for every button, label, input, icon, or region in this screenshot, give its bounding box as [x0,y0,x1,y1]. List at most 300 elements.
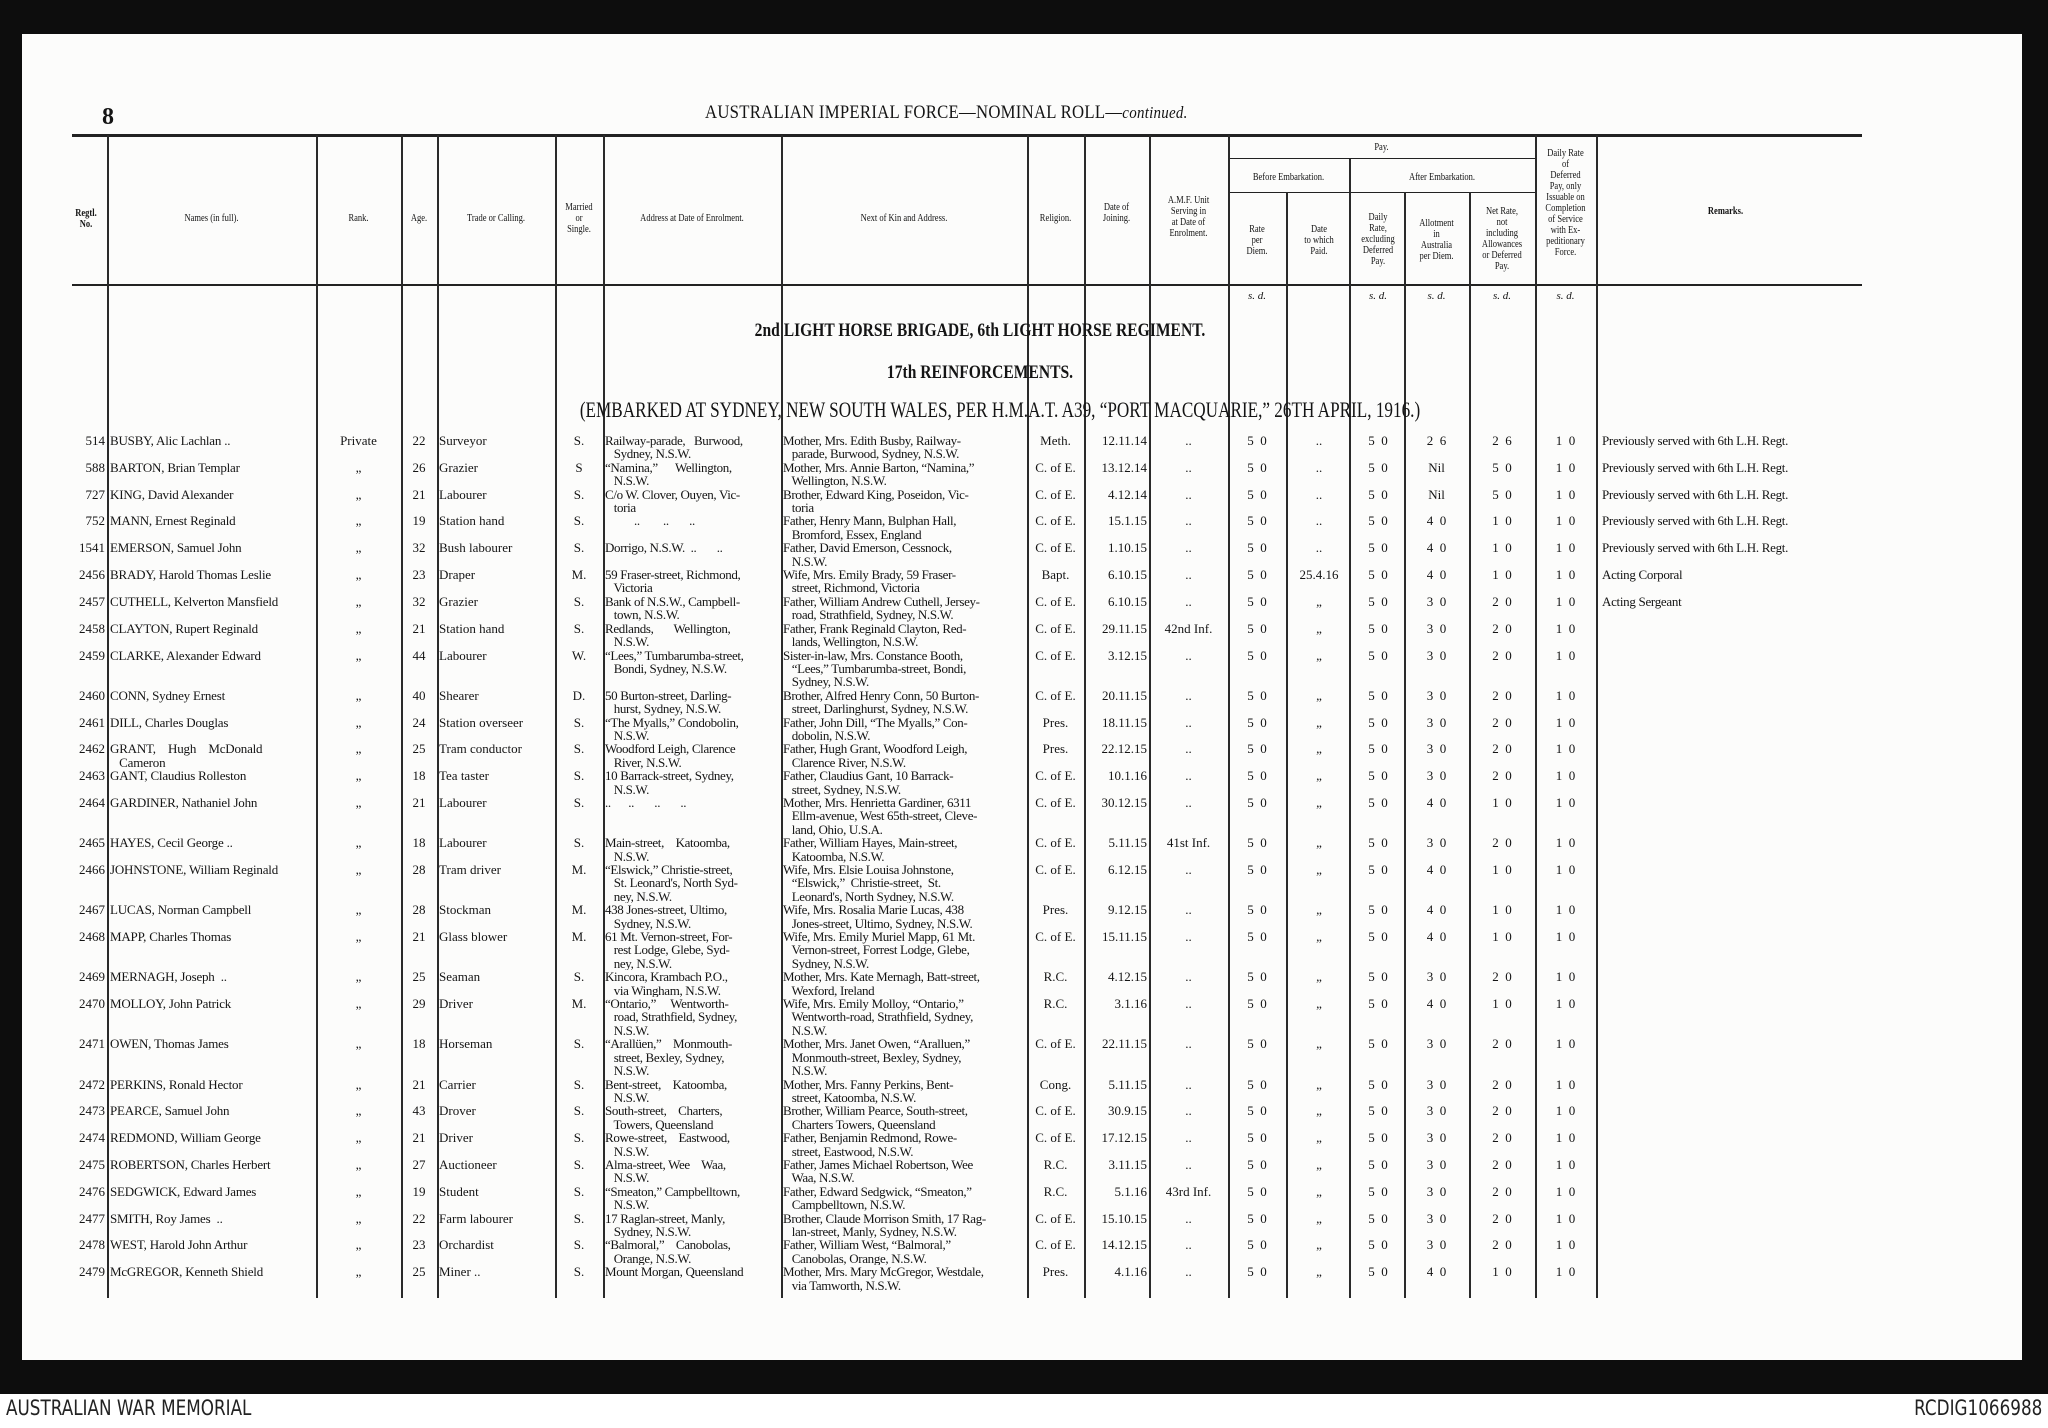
date-paid-cell: „ [1316,594,1322,609]
marital-status-cell: M. [571,863,587,877]
age-cell: 19 [412,514,426,529]
name-cell: CLARKE, Alexander Edward [110,648,261,663]
unit-sd: s. d. [1247,290,1267,302]
table-row [60,488,1860,515]
rank-cell: „ [355,1184,362,1199]
name-cell: GARDINER, Nathaniel John [110,795,258,810]
date-paid-cell: .. [1315,460,1323,475]
net-rate-cell: 2 0 [1492,1104,1512,1119]
regtl-no-cell: 2471 [79,1037,105,1052]
amf-unit-cell: .. [1185,648,1192,663]
trade-cell: Station hand [439,621,505,636]
next-of-kin-cell: Wife, Mrs. Elsie Louisa Johnstone, “Elswick,” Christie-street, St. Leonard's, North Sydney, N.S.W. [783,863,954,904]
date-joined-cell: 15.11.15 [1101,930,1147,945]
rate-per-diem-cell: 5 0 [1247,1104,1267,1119]
rank-cell: „ [355,621,362,636]
age-cell: 26 [412,460,426,475]
next-of-kin-cell: Father, William Andrew Cuthell, Jersey- road, Strathfield, Sydney, N.S.W. [783,594,980,622]
religion-cell: C. of E. [1035,514,1076,529]
date-paid-cell: „ [1316,903,1322,918]
regtl-no-cell: 2479 [79,1265,105,1280]
net-rate-cell: 2 0 [1492,648,1512,663]
marital-status-cell: S. [573,1211,585,1226]
rate-per-diem-cell: 5 0 [1247,434,1267,448]
marital-status-cell: S. [573,836,585,851]
footer-document-id: RCDIG1066988 [1913,1396,2042,1420]
date-paid-cell: „ [1316,795,1322,810]
rate-per-diem-cell: 5 0 [1247,1131,1267,1146]
allotment-cell: 3 0 [1426,970,1447,985]
unit-sd: s. d. [1492,290,1512,302]
religion-cell: C. of E. [1035,460,1076,475]
rate-per-diem-cell: 5 0 [1247,836,1267,851]
table-row [60,1131,1860,1158]
age-cell: 22 [412,1211,426,1226]
date-paid-cell: „ [1316,836,1322,851]
trade-cell: Shearer [439,688,479,703]
date-joined-cell: 3.1.16 [1114,997,1147,1012]
name-cell: REDMOND, William George [110,1131,261,1146]
table-row [60,930,1860,970]
religion-cell: C. of E. [1035,795,1076,810]
rank-cell: „ [355,795,362,810]
address-cell: “Ontario,” Wentworth- road, Strathfield, Sydney, N.S.W. [605,997,737,1038]
trade-cell: Labourer [439,648,487,663]
rank-cell: Private [340,434,377,448]
regtl-no-cell: 2458 [79,621,105,636]
regtl-no-cell: 2476 [79,1184,105,1199]
deferred-pay-cell: 1 0 [1555,1184,1576,1199]
amf-unit-cell: .. [1185,795,1192,810]
address-cell: Bank of N.S.W., Campbell- town, N.S.W. [605,594,740,622]
marital-status-cell: S. [573,1104,585,1119]
table-row [60,769,1860,796]
marital-status-cell: S. [573,1077,585,1092]
date-joined-cell: 6.12.15 [1108,863,1147,877]
remarks-cell [1596,1185,1855,1212]
remarks-cell [1596,649,1855,689]
daily-rate-cell: 5 0 [1368,1265,1388,1280]
rank-cell: „ [355,863,362,877]
header-rate-per-diem: Rate per Diem. [1246,224,1268,257]
date-joined-cell: 18.11.15 [1101,715,1147,730]
pay-rule [1228,158,1535,159]
next-of-kin-cell: Wife, Mrs. Rosalia Marie Lucas, 438 Jones-street, Ultimo, Sydney, N.S.W. [783,903,973,931]
age-cell: 32 [412,594,426,609]
date-paid-cell: „ [1316,1077,1322,1092]
rate-per-diem-cell: 5 0 [1247,541,1267,556]
header-date-joining: Date of Joining. [1102,202,1131,224]
remarks-cell [1596,742,1855,769]
name-cell: PERKINS, Ronald Hector [110,1077,243,1092]
age-cell: 21 [412,1077,426,1092]
date-joined-cell: 9.12.15 [1108,903,1147,918]
next-of-kin-cell: Mother, Mrs. Fanny Perkins, Bent- street, Katoomba, N.S.W. [783,1077,954,1105]
date-paid-cell: „ [1316,1104,1322,1119]
date-joined-cell: 3.11.15 [1108,1157,1147,1172]
rate-per-diem-cell: 5 0 [1247,568,1267,583]
amf-unit-cell: .. [1185,1211,1192,1226]
header-trade: Trade or Calling. [466,213,526,224]
net-rate-cell: 1 0 [1492,1265,1512,1280]
deferred-pay-cell: 1 0 [1555,930,1576,945]
daily-rate-cell: 5 0 [1368,970,1388,985]
amf-unit-cell: .. [1185,997,1192,1012]
next-of-kin-cell: Father, Edward Sedgwick, “Smeaton,” Campbelltown, N.S.W. [783,1184,972,1212]
date-joined-cell: 6.10.15 [1108,594,1147,609]
allotment-cell: 3 0 [1426,594,1447,609]
address-cell: Rowe-street, Eastwood, N.S.W. [605,1131,730,1158]
date-paid-cell: „ [1316,715,1322,730]
trade-cell: Driver [439,1131,473,1146]
trade-cell: Seaman [439,970,481,985]
deferred-pay-cell: 1 0 [1555,541,1576,556]
net-rate-cell: 1 0 [1492,795,1512,810]
daily-rate-cell: 5 0 [1368,568,1388,583]
age-cell: 25 [412,1265,426,1280]
net-rate-cell: 1 0 [1492,568,1512,583]
deferred-pay-cell: 1 0 [1555,621,1576,636]
date-joined-cell: 4.1.16 [1114,1265,1147,1280]
regtl-no-cell: 2457 [79,594,105,609]
rate-per-diem-cell: 5 0 [1247,648,1267,663]
remarks-cell [1596,930,1855,970]
rank-cell: „ [355,688,362,703]
marital-status-cell: S. [573,487,585,502]
table-row [60,1037,1860,1077]
remarks-cell: Previously served with 6th L.H. Regt. [1602,487,1789,502]
section-brigade-title: 2nd LIGHT HORSE BRIGADE, 6th LIGHT HORSE REGIMENT. [754,320,1206,341]
table-row [60,568,1860,595]
amf-unit-cell: .. [1185,769,1192,784]
trade-cell: Grazier [439,594,478,609]
rate-per-diem-cell: 5 0 [1247,1037,1267,1052]
regtl-no-cell: 2468 [79,930,105,945]
regtl-no-cell: 2477 [79,1211,105,1226]
allotment-cell: 3 0 [1426,648,1447,663]
marital-status-cell: S. [573,769,585,784]
table-row [60,1265,1860,1292]
date-paid-cell: „ [1316,1131,1322,1146]
table-row [60,1158,1860,1185]
next-of-kin-cell: Father, Henry Mann, Bulphan Hall, Bromford, Essex, England [783,514,957,542]
age-cell: 21 [412,621,426,636]
trade-cell: Driver [439,997,473,1012]
next-of-kin-cell: Father, Frank Reginald Clayton, Red- lands, Wellington, N.S.W. [783,621,967,649]
religion-cell: C. of E. [1035,648,1076,663]
allotment-cell: 3 0 [1426,836,1447,851]
trade-cell: Carrier [439,1077,476,1092]
address-cell: Dorrigo, N.S.W. .. .. [605,541,723,556]
amf-unit-cell: .. [1185,514,1192,529]
next-of-kin-cell: Brother, Edward King, Poseidon, Vic- toria [783,487,969,515]
net-rate-cell: 2 0 [1492,769,1512,784]
next-of-kin-cell: Wife, Mrs. Emily Molloy, “Ontario,” Wentworth-road, Strathfield, Sydney, N.S.W. [783,997,974,1038]
table-row [60,649,1860,689]
daily-rate-cell: 5 0 [1368,863,1388,877]
regtl-no-cell: 2467 [79,903,105,918]
address-cell: Mount Morgan, Queensland [605,1265,744,1280]
religion-cell: C. of E. [1035,1211,1076,1226]
marital-status-cell: S. [573,1131,585,1146]
deferred-pay-cell: 1 0 [1555,460,1576,475]
name-cell: CUTHELL, Kelverton Mansfield [110,594,279,609]
date-paid-cell: „ [1316,1157,1322,1172]
amf-unit-cell: .. [1185,1265,1192,1280]
marital-status-cell: S. [573,1157,585,1172]
trade-cell: Station hand [439,514,505,529]
remarks-cell: Previously served with 6th L.H. Regt. [1602,541,1789,556]
header-after-embarkation: After Embarkation. [1408,172,1476,183]
rank-cell: „ [355,1131,362,1146]
remarks-cell [1596,1078,1855,1105]
header-bottom-rule [72,284,1862,286]
trade-cell: Student [439,1184,479,1199]
rate-per-diem-cell: 5 0 [1247,514,1267,529]
deferred-pay-cell: 1 0 [1555,742,1576,757]
address-cell: Redlands, Wellington, N.S.W. [605,621,731,649]
age-cell: 44 [412,648,426,663]
address-cell: 50 Burton-street, Darling- hurst, Sydney, N.S.W. [605,688,732,716]
trade-cell: Labourer [439,836,487,851]
table-row [60,716,1860,743]
remarks-cell [1596,1037,1855,1077]
name-cell: OWEN, Thomas James [110,1037,229,1052]
address-cell: Kincora, Krambach P.O., via Wingham, N.S.W. [605,970,728,998]
rank-cell: „ [355,903,362,918]
amf-unit-cell: 43rd Inf. [1165,1184,1212,1199]
date-joined-cell: 5.11.15 [1108,836,1147,851]
header-age: Age. [410,213,428,224]
trade-cell: Tram driver [439,863,501,877]
daily-rate-cell: 5 0 [1368,715,1388,730]
remarks-cell: Previously served with 6th L.H. Regt. [1602,514,1789,529]
regtl-no-cell: 2469 [79,970,105,985]
name-cell: CLAYTON, Rupert Reginald [110,621,258,636]
header-rank: Rank. [348,213,369,224]
age-cell: 25 [412,970,426,985]
allotment-cell: 3 0 [1426,688,1447,703]
religion-cell: C. of E. [1035,769,1076,784]
trade-cell: Draper [439,568,476,583]
date-paid-cell: „ [1316,1265,1322,1280]
name-cell: PEARCE, Samuel John [110,1104,230,1119]
rank-cell: „ [355,1265,362,1280]
amf-unit-cell: .. [1185,1238,1192,1253]
trade-cell: Stockman [439,903,491,918]
net-rate-cell: 2 0 [1492,1037,1512,1052]
amf-unit-cell: .. [1185,568,1192,583]
next-of-kin-cell: Wife, Mrs. Emily Muriel Mapp, 61 Mt. Vernon-street, Forrest Lodge, Glebe, Sydney, N.S.W. [783,930,975,971]
daily-rate-cell: 5 0 [1368,1131,1388,1146]
address-cell: .. .. .. [605,514,695,529]
rank-cell: „ [355,541,362,556]
table-row [60,595,1860,622]
rate-per-diem-cell: 5 0 [1247,970,1267,985]
name-cell: LUCAS, Norman Campbell [110,903,252,918]
religion-cell: Pres. [1042,903,1069,918]
date-joined-cell: 14.12.15 [1101,1238,1147,1253]
rate-per-diem-cell: 5 0 [1247,1184,1267,1199]
table-row [60,541,1860,568]
next-of-kin-cell: Wife, Mrs. Emily Brady, 59 Fraser- street, Richmond, Victoria [783,568,956,595]
rank-cell: „ [355,460,362,475]
rank-cell: „ [355,1211,362,1226]
age-cell: 21 [412,487,426,502]
table-row [60,434,1860,461]
next-of-kin-cell: Father, David Emerson, Cessnock, N.S.W. [783,541,952,569]
date-paid-cell: „ [1316,648,1322,663]
marital-status-cell: S. [573,1037,585,1052]
regtl-no-cell: 2464 [79,795,105,810]
date-paid-cell: „ [1316,742,1322,757]
remarks-cell [1596,903,1855,930]
deferred-pay-cell: 1 0 [1555,434,1576,448]
address-cell: South-street, Charters, Towers, Queensland [605,1104,723,1132]
header-address: Address at Date of Enrolment. [640,213,744,224]
date-paid-cell: „ [1316,688,1322,703]
address-cell: 10 Barrack-street, Sydney, N.S.W. [605,769,734,796]
header-names: Names (in full). [184,213,239,224]
amf-unit-cell: .. [1185,688,1192,703]
marital-status-cell: S. [573,1184,585,1199]
marital-status-cell: S. [573,621,585,636]
rank-cell: „ [355,594,362,609]
date-joined-cell: 5.11.15 [1108,1077,1147,1092]
date-joined-cell: 3.12.15 [1108,648,1147,663]
marital-status-cell: S. [573,795,585,810]
age-cell: 21 [412,1131,426,1146]
rate-per-diem-cell: 5 0 [1247,795,1267,810]
date-paid-cell: „ [1316,930,1322,945]
allotment-cell: 3 0 [1426,769,1447,784]
table-row [60,1238,1860,1265]
regtl-no-cell: 2474 [79,1131,105,1146]
daily-rate-cell: 5 0 [1368,1238,1388,1253]
rank-cell: „ [355,997,362,1012]
document-title [705,102,1198,124]
amf-unit-cell: .. [1185,487,1192,502]
daily-rate-cell: 5 0 [1368,1211,1388,1226]
religion-cell: Meth. [1040,434,1071,448]
daily-rate-cell: 5 0 [1368,930,1388,945]
net-rate-cell: 2 0 [1492,970,1512,985]
amf-unit-cell: .. [1185,970,1192,985]
net-rate-cell: 1 0 [1492,930,1512,945]
daily-rate-cell: 5 0 [1368,903,1388,918]
next-of-kin-cell: Mother, Mrs. Kate Mernagh, Batt-street, Wexford, Ireland [783,970,980,998]
deferred-pay-cell: 1 0 [1555,903,1576,918]
next-of-kin-cell: Father, John Dill, “The Myalls,” Con- dobolin, N.S.W. [783,715,968,743]
religion-cell: C. of E. [1035,594,1076,609]
religion-cell: R.C. [1043,970,1068,985]
date-paid-cell: „ [1316,997,1322,1012]
age-cell: 18 [412,1037,426,1052]
regtl-no-cell: 2462 [79,742,105,757]
address-cell: 438 Jones-street, Ultimo, Sydney, N.S.W. [605,903,727,931]
deferred-pay-cell: 1 0 [1555,836,1576,851]
address-cell: “Smeaton,” Campbelltown, N.S.W. [605,1184,740,1212]
unit-sd: s. d. [1368,290,1388,302]
allotment-cell: 4 0 [1426,863,1447,877]
daily-rate-cell: 5 0 [1368,836,1388,851]
marital-status-cell: S. [573,970,585,985]
age-cell: 21 [412,930,426,945]
header-amf-unit: A.M.F. Unit Serving in at Date of Enrolment. [1167,195,1210,239]
table-row [60,1185,1860,1212]
age-cell: 21 [412,795,426,810]
allotment-cell: 4 0 [1426,514,1447,529]
rate-per-diem-cell: 5 0 [1247,688,1267,703]
rate-per-diem-cell: 5 0 [1247,715,1267,730]
net-rate-cell: 1 0 [1492,903,1512,918]
next-of-kin-cell: Father, William West, “Balmoral,” Canobolas, Orange, N.S.W. [783,1238,951,1266]
marital-status-cell: S. [573,434,585,448]
table-row [60,796,1860,836]
rank-cell: „ [355,836,362,851]
marital-status-cell: S. [573,1265,585,1280]
next-of-kin-cell: Father, Hugh Grant, Woodford Leigh, Clarence River, N.S.W. [783,742,968,770]
age-cell: 29 [412,997,426,1012]
marital-status-cell: S. [573,594,585,609]
net-rate-cell: 1 0 [1492,997,1512,1012]
name-cell: CONN, Sydney Ernest [110,688,225,703]
rank-cell: „ [355,1238,362,1253]
name-cell: WEST, Harold John Arthur [110,1238,248,1253]
next-of-kin-cell: Father, William Hayes, Main-street, Katoomba, N.S.W. [783,836,958,863]
deferred-pay-cell: 1 0 [1555,1104,1576,1119]
trade-cell: Labourer [439,487,487,502]
religion-cell: C. of E. [1035,1037,1076,1052]
name-cell: GRANT, Hugh McDonald Cameron [110,742,263,770]
remarks-cell [1596,1265,1855,1292]
date-joined-cell: 1.10.15 [1108,541,1147,556]
net-rate-cell: 1 0 [1492,863,1512,877]
deferred-pay-cell: 1 0 [1555,970,1576,985]
name-cell: KING, David Alexander [110,487,234,502]
rate-per-diem-cell: 5 0 [1247,594,1267,609]
date-joined-cell: 20.11.15 [1101,688,1147,703]
rank-cell: „ [355,487,362,502]
allotment-cell: 4 0 [1426,1265,1447,1280]
deferred-pay-cell: 1 0 [1555,795,1576,810]
section-embarkation-note: (EMBARKED AT SYDNEY, NEW SOUTH WALES, PER H.M.A.T. A39, “PORT MACQUARIE,” 26TH APRIL, 1916.) [579,397,1421,422]
rate-per-diem-cell: 5 0 [1247,460,1267,475]
address-cell: Main-street, Katoomba, N.S.W. [605,836,730,863]
deferred-pay-cell: 1 0 [1555,863,1576,877]
deferred-pay-cell: 1 0 [1555,997,1576,1012]
address-cell: Alma-street, Wee Waa, N.S.W. [605,1157,726,1185]
unit-sd: s. d. [1556,290,1575,302]
net-rate-cell: 1 0 [1492,541,1512,556]
regtl-no-cell: 1541 [79,541,105,556]
date-joined-cell: 4.12.15 [1108,970,1147,985]
remarks-cell [1596,863,1855,903]
marital-status-cell: S [575,460,583,475]
date-joined-cell: 15.10.15 [1101,1211,1147,1226]
regtl-no-cell: 2460 [79,688,105,703]
header-regtl-no: Regtl. No. [75,208,97,230]
daily-rate-cell: 5 0 [1368,460,1388,475]
daily-rate-cell: 5 0 [1368,1077,1388,1092]
net-rate-cell: 2 0 [1492,1131,1512,1146]
name-cell: JOHNSTONE, William Reginald [110,863,279,877]
address-cell: “Balmoral,” Canobolas, Orange, N.S.W. [605,1238,731,1266]
rate-per-diem-cell: 5 0 [1247,769,1267,784]
regtl-no-cell: 2461 [79,715,105,730]
rank-cell: „ [355,930,362,945]
regtl-no-cell: 588 [85,460,105,475]
